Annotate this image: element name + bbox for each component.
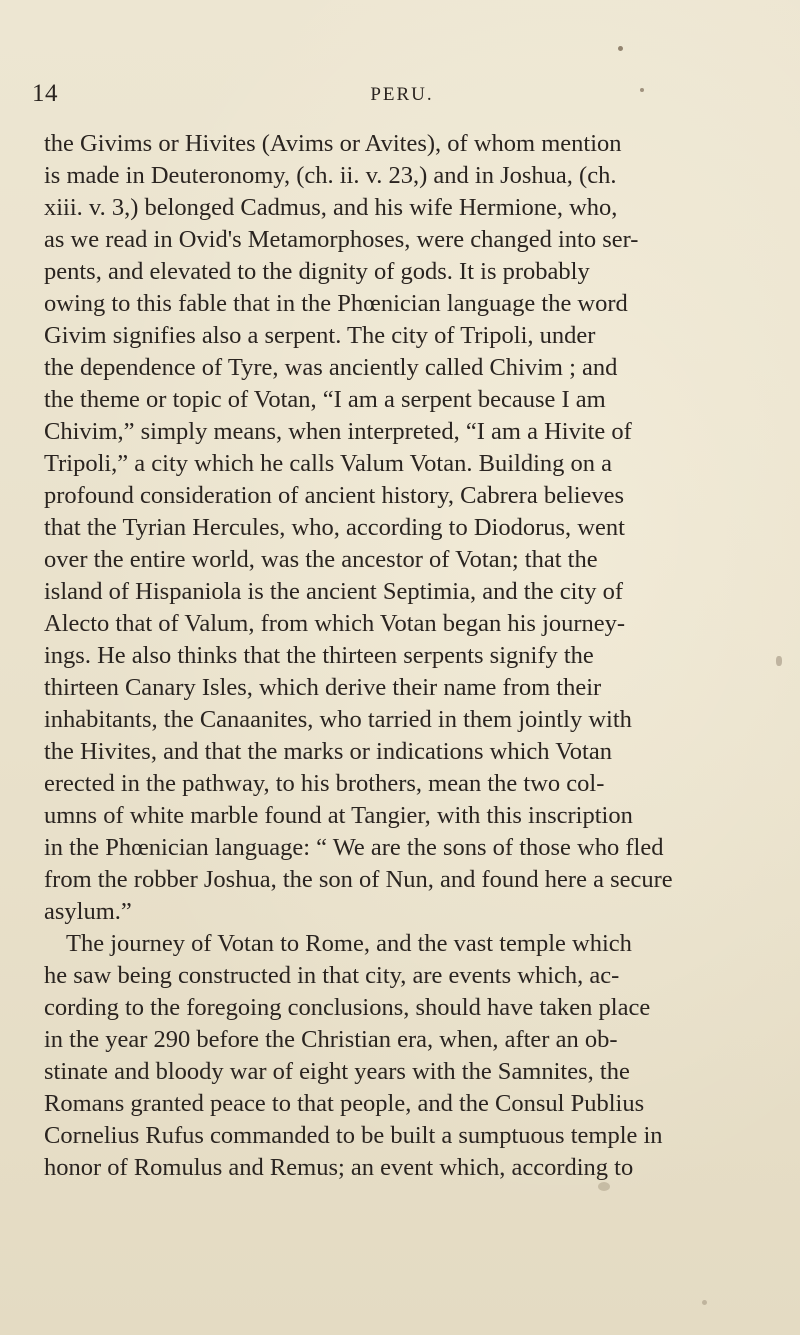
text-line: cording to the foregoing conclusions, should have taken place	[44, 994, 651, 1021]
paper-speck	[598, 1182, 610, 1191]
text-line: he saw being constructed in that city, are events which, ac-	[44, 962, 620, 989]
text-line: owing to this fable that in the Phœnician language the word	[44, 290, 628, 317]
text-line: in the Phœnician language: “ We are the sons of those who fled	[44, 834, 664, 861]
text-line: asylum.”	[44, 898, 132, 925]
text-line: umns of white marble found at Tangier, with this inscription	[44, 802, 633, 829]
text-line: Cornelius Rufus commanded to be built a sumptuous temple in	[44, 1122, 663, 1149]
text-line: erected in the pathway, to his brothers, mean the two col-	[44, 770, 605, 797]
text-line: Tripoli,” a city which he calls Valum Votan. Building on a	[44, 450, 612, 477]
text-line: from the robber Joshua, the son of Nun, and found here a secure	[44, 866, 673, 893]
page-header	[32, 80, 772, 114]
text-line: island of Hispaniola is the ancient Septimia, and the city of	[44, 578, 624, 605]
text-line: Givim signifies also a serpent. The city of Tripoli, under	[44, 322, 596, 349]
text-line: ings. He also thinks that the thirteen serpents signify the	[44, 642, 594, 669]
text-line: profound consideration of ancient history, Cabrera believes	[44, 482, 625, 509]
text-line: pents, and elevated to the dignity of gods. It is probably	[44, 258, 590, 285]
text-line: in the year 290 before the Christian era, when, after an ob-	[44, 1026, 618, 1053]
text-line: Alecto that of Valum, from which Votan began his journey-	[44, 610, 626, 637]
body-text	[44, 128, 772, 1184]
text-line: the dependence of Tyre, was anciently called Chivim ; and	[44, 354, 618, 381]
text-line: Romans granted peace to that people, and the Consul Publius	[44, 1090, 645, 1117]
running-head: PERU.	[370, 84, 434, 105]
text-line: the theme or topic of Votan, “I am a serpent because I am	[44, 386, 606, 413]
text-line: that the Tyrian Hercules, who, according to Diodorus, went	[44, 514, 625, 541]
text-line: xiii. v. 3,) belonged Cadmus, and his wife Hermione, who,	[44, 194, 618, 221]
text-line: as we read in Ovid's Metamorphoses, were changed into ser-	[44, 226, 639, 253]
text-line: Chivim,” simply means, when interpreted, “I am a Hivite of	[44, 418, 632, 445]
paper-speck	[618, 46, 623, 51]
page-number: 14	[32, 80, 58, 107]
text-line: stinate and bloody war of eight years with the Samnites, the	[44, 1058, 630, 1085]
text-line: thirteen Canary Isles, which derive their name from their	[44, 674, 602, 701]
paper-speck	[702, 1300, 707, 1305]
text-line: inhabitants, the Canaanites, who tarried in them jointly with	[44, 706, 632, 733]
text-line: honor of Romulus and Remus; an event which, according to	[44, 1154, 634, 1181]
paper-speck	[776, 656, 782, 666]
text-line: is made in Deuteronomy, (ch. ii. v. 23,) and in Joshua, (ch.	[44, 162, 617, 189]
text-line: the Givims or Hivites (Avims or Avites), of whom mention	[44, 130, 622, 157]
paper-speck	[640, 88, 644, 92]
text-line: the Hivites, and that the marks or indications which Votan	[44, 738, 612, 765]
text-line: over the entire world, was the ancestor of Votan; that the	[44, 546, 598, 573]
text-line: The journey of Votan to Rome, and the vast temple which	[66, 930, 632, 957]
